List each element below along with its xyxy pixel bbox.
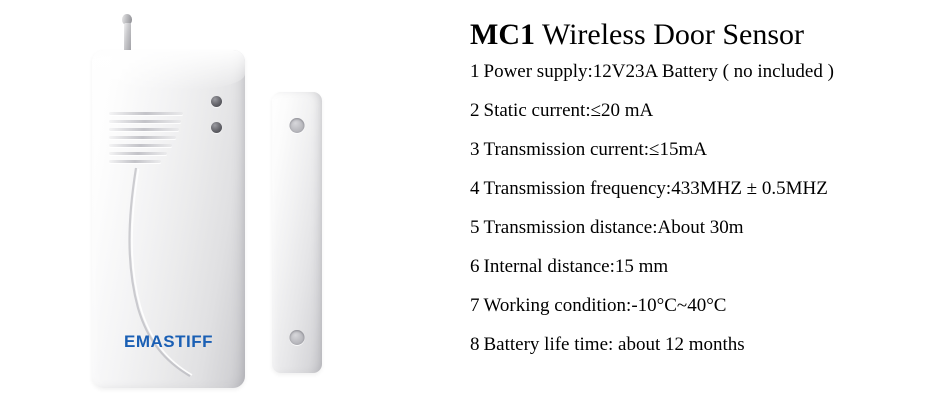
spec-item <box>470 257 950 277</box>
product-model: MC1 <box>470 18 535 51</box>
spec-index: 7 <box>470 294 480 316</box>
spec-index: 3 <box>470 138 480 160</box>
vent-grille <box>109 112 183 164</box>
magnet-bar <box>272 92 322 373</box>
spec-text: Transmission distance:About 30m <box>483 216 744 238</box>
spec-text: Static current:≤20 mA <box>483 99 654 121</box>
spec-item <box>470 335 950 355</box>
spec-text: Transmission current:≤15mA <box>483 138 707 160</box>
spec-text: Power supply:12V23A Battery ( no included ) <box>483 61 834 82</box>
spec-index: 1 <box>470 61 480 82</box>
spec-item <box>470 140 950 160</box>
led-indicator-icon <box>211 96 222 107</box>
transmitter-body <box>92 50 245 388</box>
spec-list <box>470 62 950 374</box>
led-indicator-icon <box>211 122 222 133</box>
specification-panel <box>470 0 950 417</box>
spec-text: Internal distance:15 mm <box>483 255 669 277</box>
screw-hole-icon <box>290 118 305 133</box>
spec-index: 6 <box>470 255 480 277</box>
spec-index: 4 <box>470 177 480 199</box>
spec-item <box>470 101 950 121</box>
spec-text: Battery life time: about 12 months <box>483 333 745 355</box>
brand-logo-text: EMASTIFF <box>124 332 213 351</box>
product-title <box>470 20 804 50</box>
spec-text: Transmission frequency:433MHZ ± 0.5MHZ <box>483 177 828 199</box>
body-highlight <box>92 50 245 90</box>
spec-index: 2 <box>470 99 480 121</box>
spec-index: 5 <box>470 216 480 238</box>
spec-index: 8 <box>470 333 480 355</box>
screw-hole-icon <box>290 330 305 345</box>
spec-item <box>470 179 950 199</box>
spec-item <box>470 296 950 316</box>
product-title-rest: Wireless Door Sensor <box>541 18 805 51</box>
product-photo <box>0 0 455 417</box>
spec-text: Working condition:-10°C~40°C <box>483 294 727 316</box>
spec-item <box>470 62 950 82</box>
spec-item <box>470 218 950 238</box>
